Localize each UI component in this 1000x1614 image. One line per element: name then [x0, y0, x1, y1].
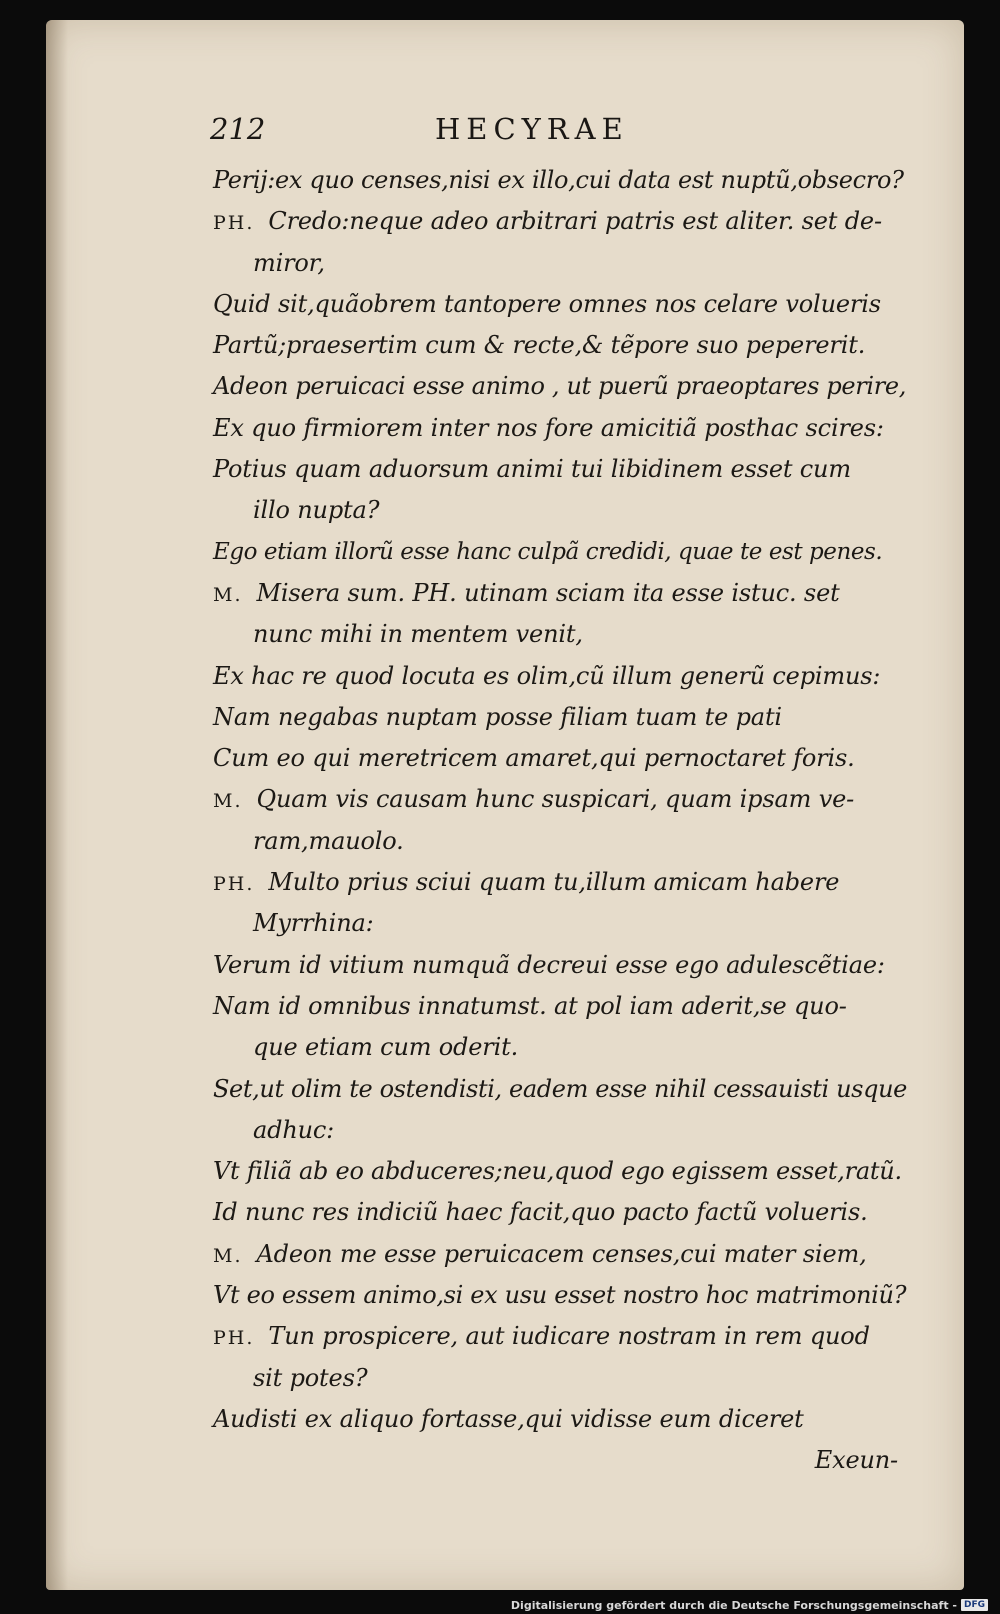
text-line	[213, 821, 933, 862]
line-text: Ex quo firmiorem inter nos fore amicitiã posthac scires:	[213, 413, 884, 442]
line-text: Quam vis causam hunc suspicari, quam ipsam ve-	[256, 785, 855, 814]
line-text: Vt eo essem animo,si ex usu esset nostro hoc matrimoniũ?	[213, 1281, 907, 1310]
text-line	[213, 738, 933, 779]
dfg-logo-icon: DFG	[961, 1599, 988, 1611]
line-text: Multo prius sciui quam tu,illum amicam habere	[268, 868, 840, 897]
line-text: Nam id omnibus innatumst. at pol iam aderit,se quo-	[213, 991, 847, 1020]
text-line	[213, 573, 933, 614]
digitization-footer	[511, 1598, 988, 1612]
line-text: Perij:ex quo censes,nisi ex illo,cui data est nuptũ,obsecro?	[213, 166, 904, 194]
line-text: Potius quam aduorsum animi tui libidinem esset cum	[213, 455, 851, 484]
line-text: Vt filiã ab eo abduceres;neu,quod ego egissem esset,ratũ.	[213, 1157, 902, 1186]
line-text: Set,ut olim te ostendisti, eadem esse nihil cessauisti usque	[213, 1074, 908, 1103]
text-line	[213, 1275, 933, 1316]
speaker-label: M.	[213, 790, 243, 813]
line-text: Misera sum. PH. utinam sciam ita esse istuc. set	[256, 578, 840, 607]
line-text: Partũ;praesertim cum & recte,& tẽpore suo pepererit.	[213, 331, 866, 360]
footer-credit: Digitalisierung gefördert durch die Deutsche Forschungsgemeinschaft -	[510, 1598, 957, 1612]
text-line	[213, 779, 933, 820]
line-text: illo nupta?	[253, 496, 380, 525]
line-text: Myrrhina:	[253, 909, 374, 938]
speaker-label: PH.	[213, 212, 255, 235]
text-line	[213, 1316, 933, 1357]
text-line	[213, 1027, 933, 1068]
line-text: miror,	[253, 248, 325, 277]
text-line	[213, 697, 933, 738]
line-text: Verum id vitium numquã decreui esse ego adulescẽtiae:	[213, 950, 885, 979]
catchword: Exeun-	[814, 1446, 898, 1475]
line-text: adhuc:	[253, 1115, 335, 1144]
line-text: Cum eo qui meretricem amaret,qui pernoctaret foris.	[213, 744, 855, 773]
text-line	[213, 284, 933, 325]
text-line	[213, 862, 933, 903]
text-line	[213, 1110, 933, 1151]
line-text: Audisti ex aliquo fortasse,qui vidisse eum diceret	[213, 1404, 804, 1433]
running-head: HECYRAE	[435, 112, 629, 146]
text-line	[213, 656, 933, 697]
text-line	[213, 408, 933, 449]
text-line	[213, 243, 933, 284]
speaker-label: M.	[213, 583, 243, 606]
line-text: Tun prospicere, aut iudicare nostram in rem quod	[268, 1322, 870, 1351]
speaker-label: PH.	[213, 873, 255, 896]
text-line	[213, 532, 933, 573]
speaker-label: PH.	[213, 1327, 255, 1350]
line-text: Ego etiam illorũ esse hanc culpã credidi, quae te est penes.	[213, 538, 883, 565]
line-text: que etiam cum oderit.	[253, 1033, 519, 1062]
text-line	[213, 1358, 933, 1399]
text-line	[213, 449, 933, 490]
line-text: Ex hac re quod locuta es olim,cũ illum generũ cepimus:	[213, 661, 881, 690]
text-line	[213, 1192, 933, 1233]
line-text: Id nunc res indiciũ haec facit,quo pacto factũ volueris.	[213, 1198, 868, 1227]
line-text: Nam negabas nuptam posse filiam tuam te pati	[213, 702, 782, 731]
text-line	[213, 366, 933, 407]
line-text: Quid sit,quãobrem tantopere omnes nos celare volueris	[213, 289, 881, 318]
line-text: Adeon peruicaci esse animo , ut puerũ praeoptares perire,	[213, 372, 906, 401]
text-line	[213, 945, 933, 986]
line-text: ram,mauolo.	[253, 826, 404, 855]
line-text: Credo:neque adeo arbitrari patris est aliter. set de-	[268, 207, 882, 236]
verse-text-block	[213, 160, 933, 1482]
line-text: sit potes?	[253, 1363, 368, 1392]
page-gutter-shadow	[46, 20, 68, 1590]
speaker-label: M.	[213, 1244, 243, 1267]
page-header	[210, 112, 910, 152]
text-line	[213, 160, 933, 201]
text-line	[213, 1151, 933, 1192]
text-line	[213, 1234, 933, 1275]
text-line	[213, 1399, 933, 1440]
text-line	[213, 325, 933, 366]
text-line	[213, 490, 933, 531]
line-text: Adeon me esse peruicacem censes,cui mater siem,	[256, 1239, 867, 1268]
text-line	[213, 986, 933, 1027]
text-line	[213, 1069, 933, 1110]
text-line	[213, 201, 933, 242]
text-line	[213, 903, 933, 944]
page-number: 212	[210, 112, 266, 146]
text-line	[213, 614, 933, 655]
line-text: nunc mihi in mentem venit,	[253, 620, 583, 649]
